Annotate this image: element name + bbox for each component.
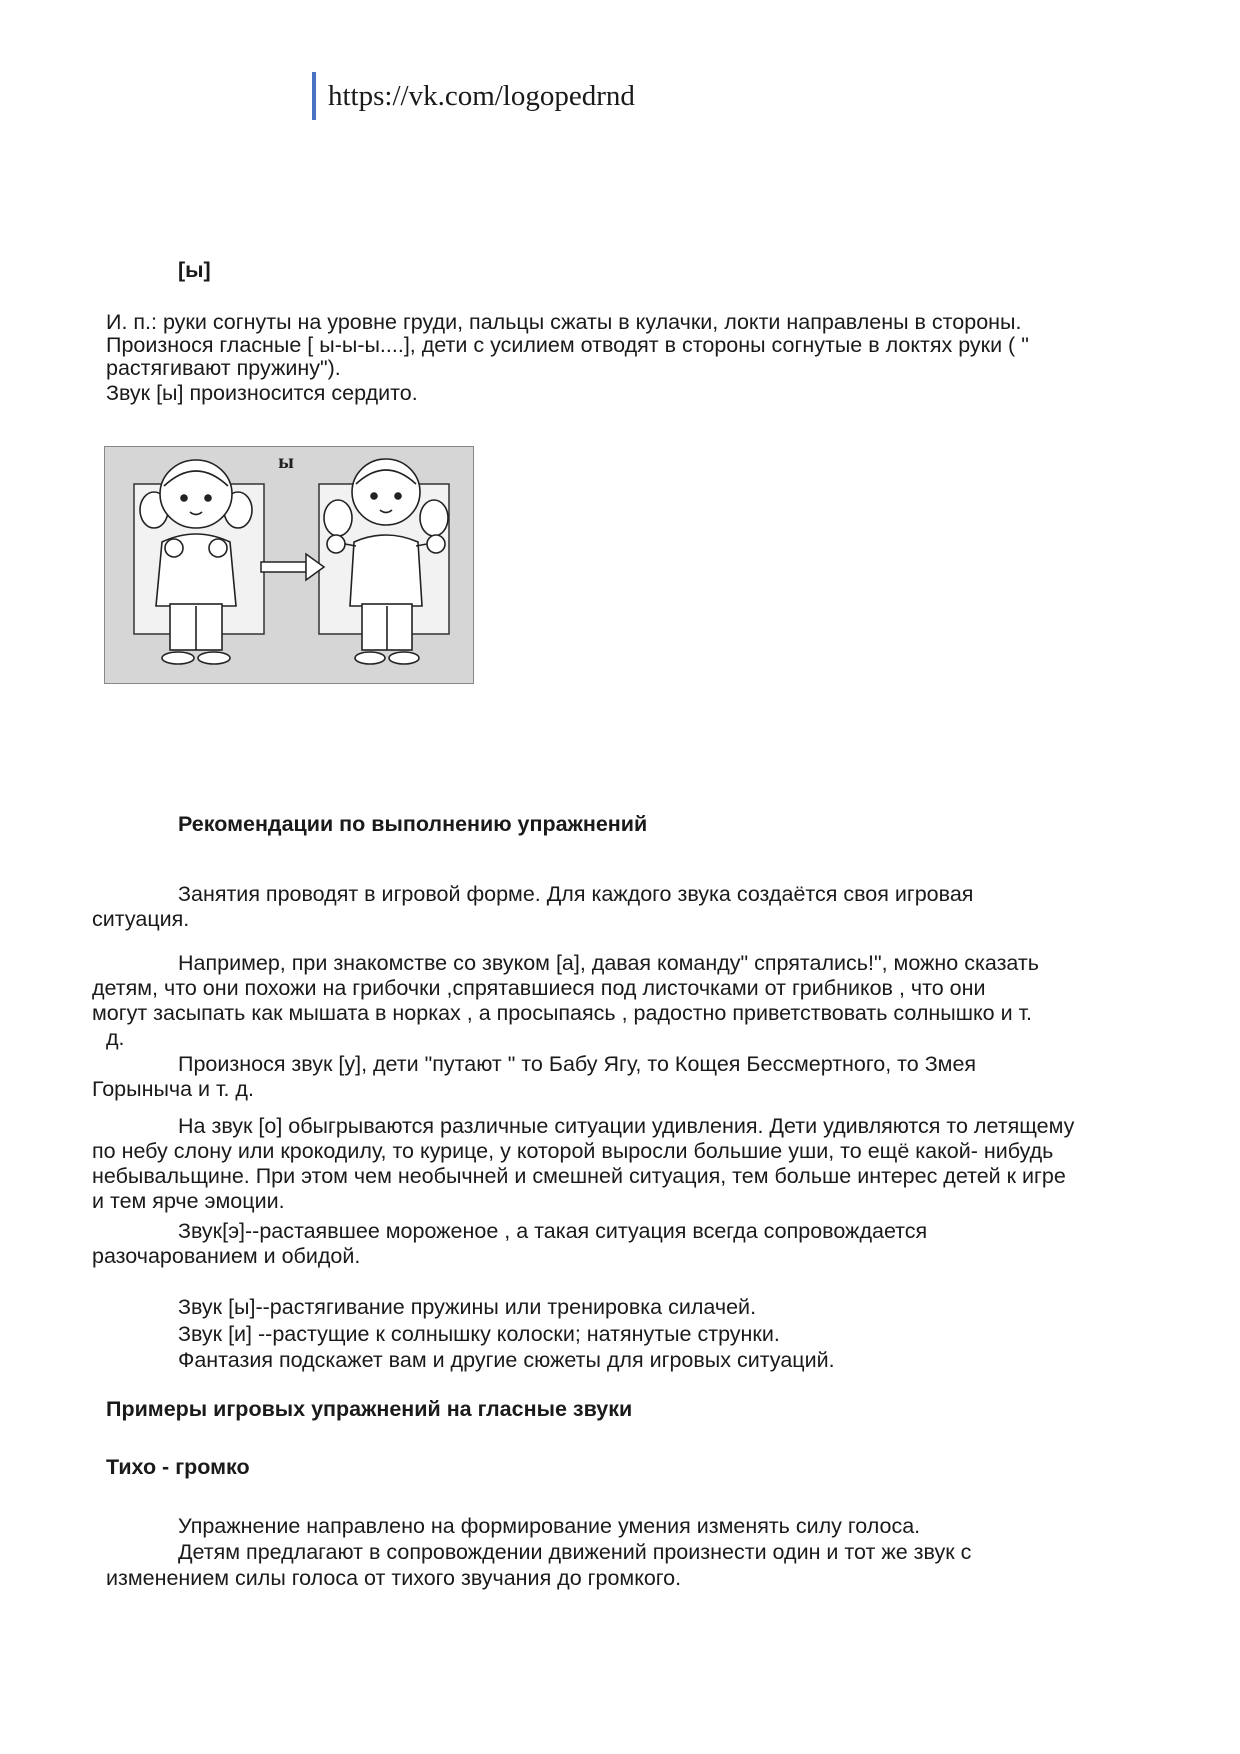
paragraph-line: по небу слону или крокодилу, то курице, у которой выросли большие уши, то ещё какой- нибудь	[92, 1139, 1054, 1163]
exercise-line: Звук [ы] произносится сердито.	[106, 381, 418, 405]
paragraph-line: Звук[э]--растаявшее мороженое , а такая ситуация всегда сопровождается	[178, 1219, 928, 1243]
paragraph-line: д.	[106, 1026, 125, 1050]
game-title: Тихо - громко	[106, 1455, 250, 1479]
exercise-line: растягивают пружину").	[106, 356, 341, 380]
paragraph-line: Фантазия подскажет вам и другие сюжеты для игровых ситуаций.	[178, 1348, 835, 1372]
sound-title: [ы]	[178, 258, 211, 282]
exercise-line: Произнося гласные [ ы-ы-ы....], дети с усилием отводят в стороны согнутые в локтях руки ( "	[106, 333, 1029, 357]
recommendations-title: Рекомендации по выполнению упражнений	[178, 812, 648, 836]
paragraph-line: изменением силы голоса от тихого звучания до громкого.	[106, 1566, 682, 1590]
header-url[interactable]: https://vk.com/logopedrnd	[328, 80, 635, 112]
paragraph-line: Произнося звук [у], дети "путают " то Бабу Ягу, то Кощея Бессмертного, то Змея	[178, 1052, 977, 1076]
paragraph-line: Детям предлагают в сопровождении движений произнести один и тот же звук с	[178, 1540, 972, 1564]
figure-label: ы	[278, 451, 294, 473]
paragraph-line: небывальщине. При этом чем необычней и смешней ситуация, тем больше интерес детей к игре	[92, 1164, 1066, 1188]
header-accent-bar	[312, 72, 316, 120]
girls-stretching-spring-illustration	[104, 446, 474, 684]
paragraph-line: Занятия проводят в игровой форме. Для каждого звука создаётся своя игровая	[178, 882, 974, 906]
exercise-line: И. п.: руки согнуты на уровне груди, пальцы сжаты в кулачки, локти направлены в стороны.	[106, 310, 1022, 334]
paragraph-line: разочарованием и обидой.	[92, 1244, 361, 1268]
paragraph-line: Упражнение направлено на формирование умения изменять силу голоса.	[178, 1514, 921, 1538]
examples-title: Примеры игровых упражнений на гласные звуки	[106, 1397, 633, 1421]
paragraph-line: могут засыпать как мышата в норках , а просыпаясь , радостно приветствовать солнышко и т.	[92, 1001, 1033, 1025]
paragraph-line: и тем ярче эмоции.	[92, 1189, 285, 1213]
paragraph-line: детям, что они похожи на грибочки ,спрятавшиеся под листочками от грибников , что они	[92, 976, 986, 1000]
paragraph-line: ситуация.	[92, 907, 190, 931]
exercise-illustration	[104, 446, 474, 684]
paragraph-line: Например, при знакомстве со звуком [а], давая команду" спрятались!", можно сказать	[178, 951, 1039, 975]
paragraph-line: На звук [о] обыгрываются различные ситуации удивления. Дети удивляются то летящему	[178, 1114, 1075, 1138]
paragraph-line: Звук [и] --растущие к солнышку колоски; натянутые струнки.	[178, 1322, 780, 1346]
paragraph-line: Горыныча и т. д.	[92, 1077, 254, 1101]
paragraph-line: Звук [ы]--растягивание пружины или тренировка силачей.	[178, 1295, 757, 1319]
